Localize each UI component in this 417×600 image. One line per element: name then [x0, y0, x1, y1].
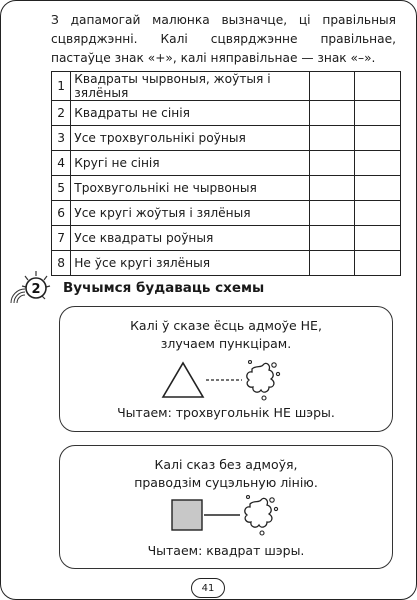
reading-text: Чытаем: квадрат шэры.	[147, 543, 305, 558]
row-number: 2	[52, 101, 71, 126]
answer-cell[interactable]	[355, 151, 401, 176]
answer-cell[interactable]	[355, 226, 401, 251]
answer-cell[interactable]	[309, 126, 355, 151]
answer-cell[interactable]	[309, 72, 355, 101]
rule-line: праводзім суцэльную лінію.	[134, 475, 318, 490]
rule-text	[60, 317, 392, 353]
scheme-card-negation	[59, 306, 393, 432]
answer-cell[interactable]	[309, 201, 355, 226]
answer-cell[interactable]	[355, 72, 401, 101]
statement-text: Усе квадраты роўныя	[71, 226, 309, 251]
table-row	[52, 226, 401, 251]
answer-cell[interactable]	[309, 151, 355, 176]
statement-text: Квадраты не сінія	[71, 101, 309, 126]
rule-line: злучаем пункцірам.	[160, 336, 292, 351]
statement-text: Не ўсе кругі зялёныя	[71, 251, 309, 276]
section-number: 2	[31, 282, 41, 297]
scheme-card-affirmative	[59, 445, 393, 569]
statement-text: Усе трохвугольнікі роўныя	[71, 126, 309, 151]
table-row	[52, 176, 401, 201]
row-number: 4	[52, 151, 71, 176]
table-row	[52, 126, 401, 151]
section-header	[9, 269, 309, 305]
row-number: 3	[52, 126, 71, 151]
statements-table	[51, 71, 401, 276]
table-row	[52, 201, 401, 226]
statement-text: Кругі не сінія	[71, 151, 309, 176]
rule-text	[60, 456, 392, 492]
task-instructions: З дапамогай малюнка вызначце, ці правільныя сцвярджэнні. Калі сцвярджэнне правільнае, пастаўце знак «+», калі няправільнае — знак «–».	[51, 13, 396, 65]
reading-text: Чытаем: трохвугольнік НЕ шэры.	[117, 405, 335, 420]
answer-cell[interactable]	[355, 126, 401, 151]
row-number: 7	[52, 226, 71, 251]
answer-cell[interactable]	[355, 251, 401, 276]
row-number: 8	[52, 251, 71, 276]
paint-splash-icon	[245, 496, 278, 536]
rule-line: Калі сказ без адмоўя,	[154, 457, 298, 472]
table-row	[52, 72, 401, 101]
paint-splash-icon	[247, 361, 280, 401]
section-title: Вучымся будаваць схемы	[63, 280, 265, 296]
answer-cell[interactable]	[355, 101, 401, 126]
scheme-diagram-dashed	[160, 357, 290, 403]
answer-cell[interactable]	[355, 201, 401, 226]
answer-cell[interactable]	[309, 251, 355, 276]
gray-square-shape	[172, 500, 202, 530]
answer-cell[interactable]	[309, 176, 355, 201]
answer-cell[interactable]	[309, 101, 355, 126]
answer-cell[interactable]	[309, 226, 355, 251]
triangle-shape	[163, 363, 203, 397]
row-number: 5	[52, 176, 71, 201]
answer-cell[interactable]	[355, 176, 401, 201]
table-row	[52, 101, 401, 126]
statement-text: Трохвугольнікі не чырвоныя	[71, 176, 309, 201]
scheme-diagram-solid	[170, 494, 290, 540]
row-number: 1	[52, 72, 71, 101]
statement-text: Усе кругі жоўтыя і зялёныя	[71, 201, 309, 226]
page-number: 41	[191, 578, 225, 598]
table-row	[52, 151, 401, 176]
row-number: 6	[52, 201, 71, 226]
rule-line: Калі ў сказе ёсць адмоўе НЕ,	[130, 318, 322, 333]
statement-text: Квадраты чырвоныя, жоўтыя і зялёныя	[71, 72, 309, 101]
section-number-badge	[9, 269, 55, 305]
